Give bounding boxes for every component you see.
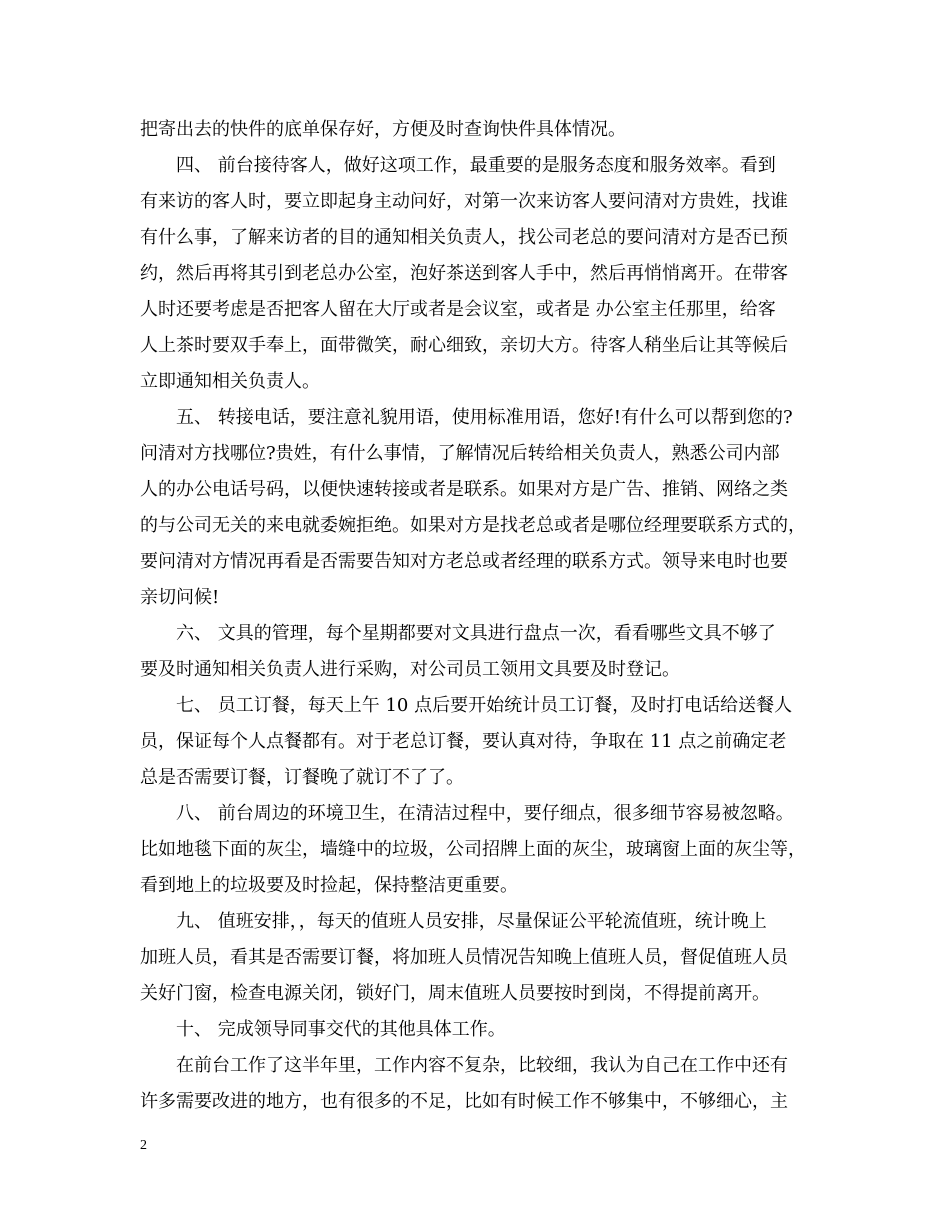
text-line: 六、 文具的管理，每个星期都要对文具进行盘点一次，看看哪些文具不够了 [176,623,776,644]
text-line: 要问清对方情况再看是否需要告知对方老总或者经理的联系方式。领导来电时也要 [140,551,788,572]
page-number: 2 [140,1138,147,1153]
text-line: 约，然后再将其引到老总办公室，泡好茶送到客人手中，然后再悄悄离开。在带客 [140,263,788,284]
text-line: 四、 前台接待客人，做好这项工作，最重要的是服务态度和服务效率。看到 [176,155,776,176]
text-line: 员，保证每个人点餐都有。对于老总订餐，要认真对待，争取在 11 点之前确定老 [140,731,787,752]
text-line: 人上茶时要双手奉上，面带微笑，耐心细致，亲切大方。待客人稍坐后让其等候后 [140,335,788,356]
text-line: 十、 完成领导同事交代的其他具体工作。 [176,1019,506,1040]
text-line: 八、 前台周边的环境卫生，在清洁过程中，要仔细点，很多细节容易被忽略。 [176,803,794,824]
text-line: 问清对方找哪位?贵姓，有什么事情，了解情况后转给相关负责人，熟悉公司内部 [140,443,780,464]
text-line: 人时还要考虑是否把客人留在大厅或者是会议室，或者是 办公室主任那里，给客 [140,299,776,320]
text-line: 有来访的客人时，要立即起身主动问好，对第一次来访客人要问清对方贵姓，找谁 [140,191,788,212]
text-line: 有什么事，了解来访者的目的通知相关负责人，找公司老总的要问清对方是否已预 [140,227,788,248]
text-line: 九、 值班安排，，每天的值班人员安排，尽量保证公平轮流值班，统计晚上 [176,911,767,932]
text-line: 比如地毯下面的灰尘，墙缝中的垃圾，公司招牌上面的灰尘，玻璃窗上面的灰尘等， [140,839,806,860]
text-line: 立即通知相关负责人。 [140,371,320,392]
text-line: 看到地上的垃圾要及时捡起，保持整洁更重要。 [140,875,518,896]
text-line: 关好门窗，检查电源关闭，锁好门，周末值班人员要按时到岗，不得提前离开。 [140,983,770,1004]
text-line: 五、 转接电话，要注意礼貌用语，使用标准用语，您好!有什么可以帮到您的? [176,407,793,428]
text-line: 把寄出去的快件的底单保存好，方便及时查询快件具体情况。 [140,119,626,140]
text-line: 在前台工作了这半年里，工作内容不复杂，比较细，我认为自己在工作中还有 [176,1055,788,1076]
text-line: 加班人员，看其是否需要订餐，将加班人员情况告知晚上值班人员，督促值班人员 [140,947,788,968]
text-line: 七、 员工订餐，每天上午 10 点后要开始统计员工订餐，及时打电话给送餐人 [176,695,793,716]
text-line: 许多需要改进的地方，也有很多的不足，比如有时候工作不够集中，不够细心，主 [140,1091,788,1112]
text-line: 要及时通知相关负责人进行采购，对公司员工领用文具要及时登记。 [140,659,680,680]
text-line: 人的办公电话号码，以便快速转接或者是联系。如果对方是广告、推销、网络之类 [140,479,788,500]
text-line: 的与公司无关的来电就委婉拒绝。如果对方是找老总或者是哪位经理要联系方式的， [140,515,806,536]
text-line: 亲切问候! [140,587,220,608]
text-line: 总是否需要订餐，订餐晚了就订不了了。 [140,767,464,788]
